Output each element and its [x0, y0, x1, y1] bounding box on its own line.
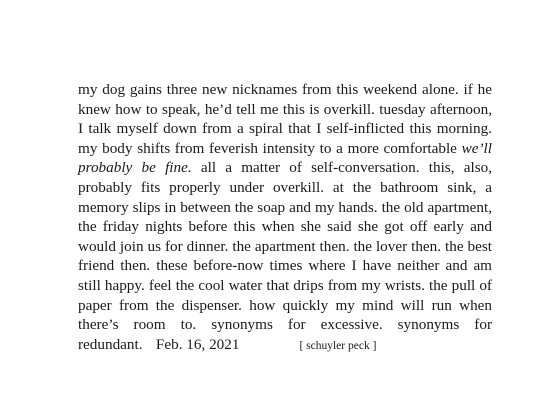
poem-emphasis: we’ll probably be fine. [78, 139, 492, 177]
prose-poem [78, 80, 492, 356]
poem-date: Feb. 16, 2021 [155, 335, 240, 353]
poem-text-part-1: my dog gains three new nicknames from this weekend alone. if he knew how to speak, he’d tell me this is overkill. tuesday afternoon, I talk myself down from a spiral that I self-inflicted this morning. my body shifts from feverish intensity to a more comfortable [78, 81, 492, 157]
author-signature: [ schuyler peck ] [299, 339, 377, 352]
poem-text-part-2: all a matter of self-conversation. this, also, probably fits properly under overkill. at the bathroom sink, a memory slips in between the soap and my hands. the old apartment, the friday nights before this when she said she got off early and would join us for dinner. the apartment then. the lover then. the best friend then. these before-now times where I have neither and am still happy. feel the cool water that drips from my wrists. the pull of paper from the dispenser. how quickly my mind will run when there’s room to. synonyms for excessive. synonyms for redundant. [78, 159, 492, 353]
